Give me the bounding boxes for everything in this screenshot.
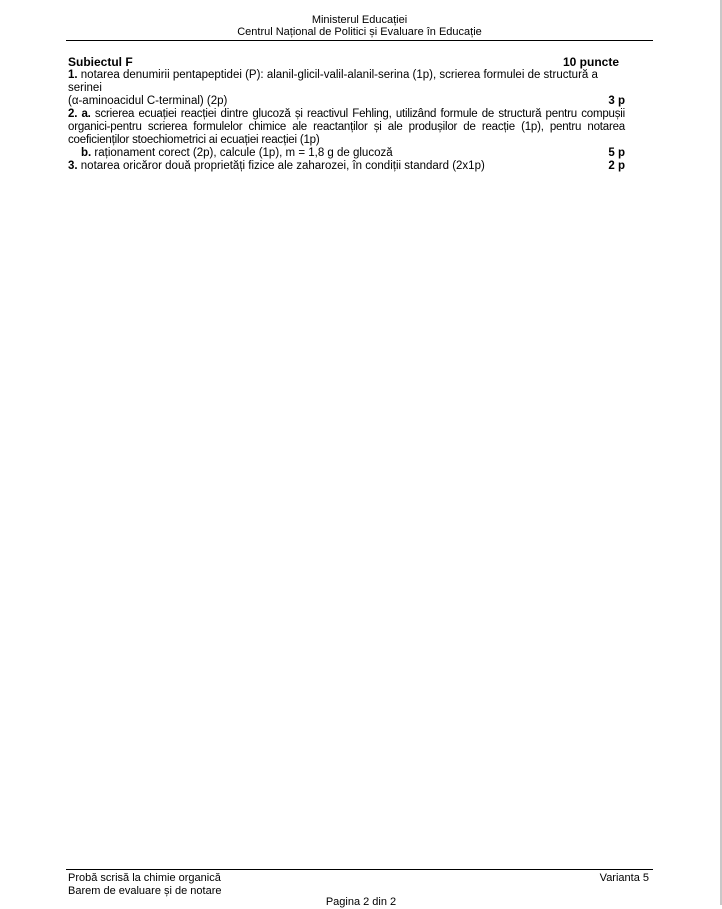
- item-1-number: 1.: [68, 69, 78, 81]
- item-2a-number: 2. a.: [68, 108, 91, 120]
- item-3-text: notarea oricăror două proprietăți fizice ale zaharozei, în condiții standard (2x1p): [77, 160, 485, 172]
- header-ministry: Ministerul Educației: [311, 14, 408, 26]
- item-2b-points: 5 p: [608, 147, 625, 159]
- item-3-points: 2 p: [608, 160, 625, 172]
- grading-content: [68, 56, 625, 173]
- item-3-number: 3.: [68, 160, 78, 172]
- header-divider: [66, 40, 653, 41]
- item-3: [68, 160, 625, 173]
- section-title-row: [68, 56, 625, 69]
- item-1: [68, 69, 625, 108]
- section-title: Subiectul F: [68, 55, 133, 69]
- item-2a: [68, 108, 625, 147]
- item-2a-text: scrierea ecuației reacției dintre glucoză și reactivul Fehling, utilizând formule de structură pentru compușii organici-pentru scrierea formulelor chimice ale reactanților și ale produșilor de reacție (1p), pentru notarea coeficienților stoechiometrici ai ecuației reacției (1p): [68, 108, 625, 146]
- item-1-text: notarea denumirii pentapeptidei (P): alanil-glicil-valil-alanil-serina (1p), scrierea formulei de structură a serinei: [68, 69, 598, 94]
- item-2b-number: b.: [81, 147, 92, 159]
- section-points: 10 puncte: [562, 55, 619, 69]
- page-number: Pagina 2 din 2: [325, 896, 397, 908]
- item-1-line-2: [68, 95, 625, 108]
- header-center: Centrul Național de Politici și Evaluare în Educație: [237, 26, 482, 38]
- footer-barem: Barem de evaluare și de notare: [68, 885, 222, 897]
- item-1-line-1: [68, 69, 625, 95]
- item-2b-text: raționament corect (2p), calcule (1p), m = 1,8 g de glucoză: [91, 147, 393, 159]
- footer-left: [68, 872, 221, 898]
- footer-variant: Varianta 5: [599, 872, 649, 884]
- document-header: [66, 14, 653, 38]
- footer-divider: [66, 869, 653, 870]
- item-1-text-cont: (α-aminoacidul C-terminal) (2p): [68, 95, 228, 107]
- item-2b: [68, 147, 625, 160]
- footer-exam-name: Probă scrisă la chimie organică: [68, 872, 221, 884]
- item-1-points: 3 p: [608, 95, 625, 107]
